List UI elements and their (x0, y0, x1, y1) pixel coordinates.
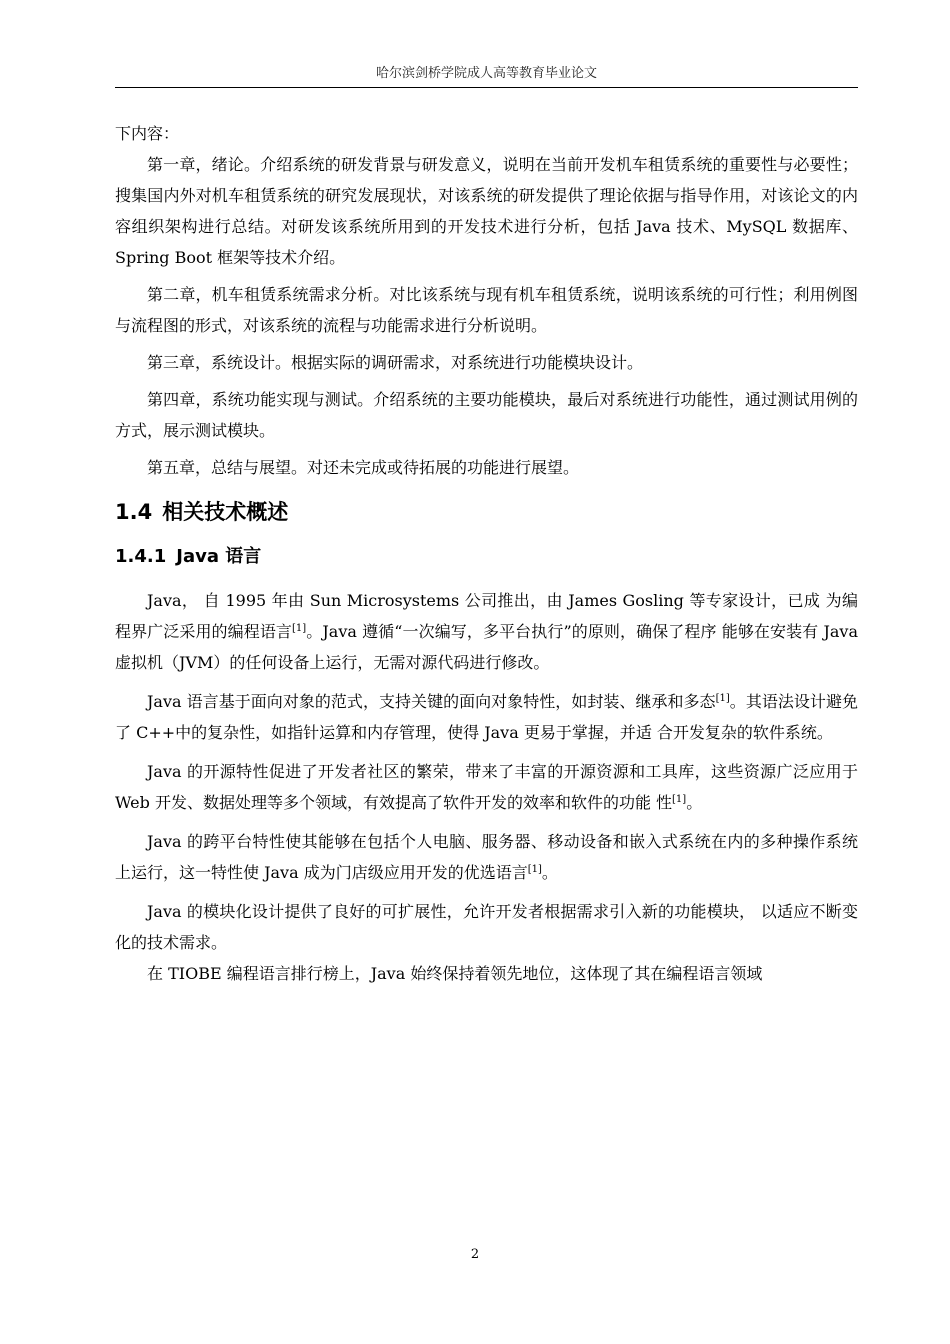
header-rule (115, 87, 858, 88)
paragraph-java-cross-platform: Java 的跨平台特性使其能够在包括个人电脑、服务器、移动设备和嵌入式系统在内的多种操作系统上运行，这一特性使 Java 成为门店级应用开发的优选语言[1]。 (115, 832, 858, 882)
subsection-heading (115, 543, 858, 571)
paragraph-chapter-5: 第五章，总结与展望。对还未完成或待拓展的功能进行展望。 (147, 458, 580, 477)
page-body (115, 118, 858, 989)
paragraph-java-history: Java， 自 1995 年由 Sun Microsystems 公司推出，由 James Gosling 等专家设计，已成 为编程界广泛采用的编程语言[1]。Java 遵循“一次编写，多平台执行”的原则，确保了程序 能够在安装有 Java 虚拟机（JVM）的任何设备上运行，无需对源代码进行修改。 (115, 591, 858, 672)
section-heading (115, 497, 858, 527)
section-title: 相关技术概述 (162, 500, 289, 524)
citation-ref: [1] (672, 794, 687, 805)
paragraph-java-oop: Java 语言基于面向对象的范式，支持关键的面向对象特性，如封装、继承和多态[1]。其语法设计避免了 C++中的复杂性，如指针运算和内存管理，使得 Java 更易于掌握，并适 合开发复杂的软件系统。 (115, 692, 858, 742)
subsection-title: Java 语言 (176, 546, 262, 567)
citation-ref: [1] (527, 864, 542, 875)
paragraph-java-open-source: Java 的开源特性促进了开发者社区的繁荣，带来了丰富的开源资源和工具库，这些资源广泛应用于 Web 开发、数据处理等多个领域，有效提高了软件开发的效率和软件的功能 性[1]。 (115, 762, 858, 812)
section-number: 1.4 (115, 500, 153, 524)
paragraph-chapter-2: 第二章，机车租赁系统需求分析。对比该系统与现有机车租赁系统，说明该系统的可行性；利用例图与流程图的形式，对该系统的流程与功能需求进行分析说明。 (115, 285, 858, 335)
paragraph-java-modular: Java 的模块化设计提供了良好的可扩展性，允许开发者根据需求引入新的功能模块， 以适应不断变化的技术需求。 (115, 902, 858, 952)
citation-ref: [1] (715, 693, 730, 704)
running-header: 哈尔滨剑桥学院成人高等教育毕业论文 (375, 66, 597, 81)
page-number: 2 (470, 1247, 480, 1262)
paragraph-chapter-1: 第一章，绪论。介绍系统的研发背景与研发意义，说明在当前开发机车租赁系统的重要性与必要性；搜集国内外对机车租赁系统的研究发展现状，对该系统的研发提供了理论依据与指导作用，对该论文的内容组织架构进行总结。对研发该系统所用到的开发技术进行分析，包括 Java 技术、MySQL 数据库、Spring Boot 框架等技术介绍。 (115, 155, 858, 267)
paragraph-continuation: 下内容： (115, 124, 180, 143)
paragraph-chapter-3: 第三章，系统设计。根据实际的调研需求，对系统进行功能模块设计。 (147, 353, 644, 372)
citation-ref: [1] (292, 623, 307, 634)
subsection-number: 1.4.1 (115, 546, 167, 567)
paragraph-chapter-4: 第四章，系统功能实现与测试。介绍系统的主要功能模块，最后对系统进行功能性，通过测试用例的方式，展示测试模块。 (115, 390, 858, 440)
paragraph-java-tiobe: 在 TIOBE 编程语言排行榜上，Java 始终保持着领先地位，这体现了其在编程语言领域 (147, 964, 763, 983)
